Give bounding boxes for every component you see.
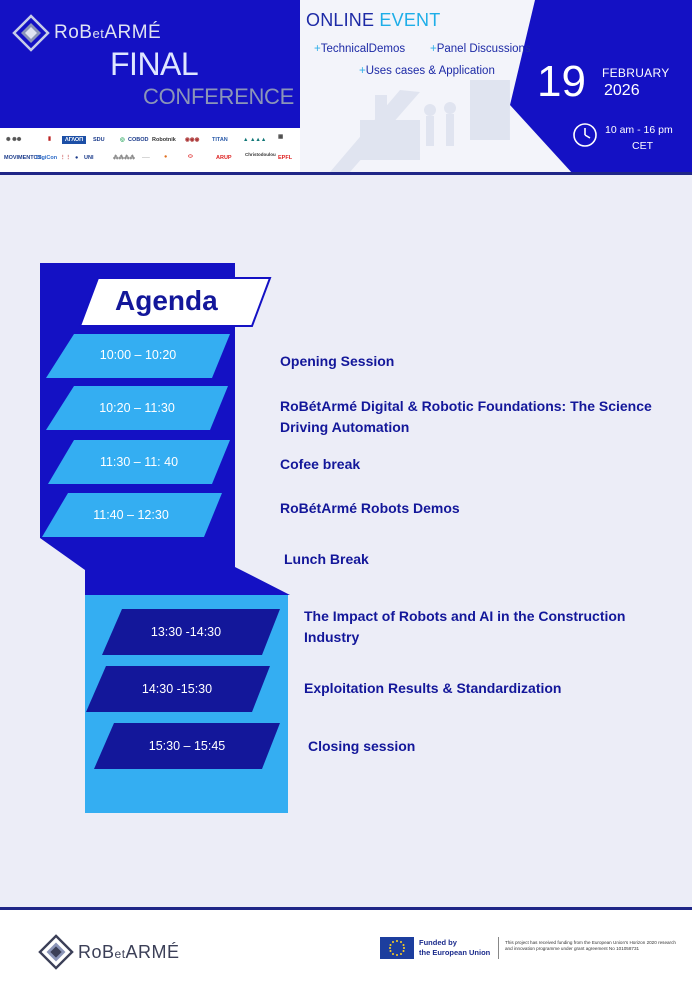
eu-divider <box>498 937 499 959</box>
footer-brand-name: RoBetARMÉ <box>78 942 180 962</box>
agenda-time-7: 14:30 -15:30 <box>141 682 213 696</box>
robetarme-logo-icon <box>12 14 50 52</box>
online-event-title: ONLINE EVENT <box>306 10 441 30</box>
conference-label: CONFERENCE <box>143 84 295 109</box>
agenda-time-8: 15:30 – 15:45 <box>148 739 226 753</box>
event-time-zone: CET <box>632 140 653 152</box>
eu-funding-note: This project has received funding from the European Union's Horizon 2020 research and innovation programme under grant agreement No 101058731 <box>505 940 676 951</box>
feature-panel-discussions: +Panel Discussions <box>430 43 531 55</box>
event-month: FEBRUARY <box>602 66 670 80</box>
agenda-time-6: 13:30 -14:30 <box>150 625 222 639</box>
eu-funded-line2: the European Union <box>419 948 491 957</box>
feature-technical-demos: +TechnicalDemos <box>314 43 406 55</box>
agenda-session-4: RoBétArmé Robots Demos <box>280 500 460 516</box>
agenda-session-1: Opening Session <box>280 353 395 369</box>
event-year: 2026 <box>604 82 640 99</box>
agenda-session-3: Cofee break <box>280 456 361 472</box>
eu-flag-icon <box>380 937 414 959</box>
agenda-time-1: 10:00 – 10:20 <box>99 348 177 362</box>
agenda-session-8: Closing session <box>308 738 416 754</box>
agenda-time-3: 11:30 – 11: 40 <box>99 455 179 469</box>
agenda-time-2: 10:20 – 11:30 <box>99 401 175 415</box>
agenda-graphic <box>0 175 692 908</box>
agenda-session-2: RoBétArmé Digital & Robotic Foundations: The Science Driving Automation <box>280 398 652 435</box>
agenda-panel <box>0 175 692 908</box>
final-label: FINAL <box>110 46 199 82</box>
feature-use-cases: +Uses cases & Application <box>359 65 495 77</box>
agenda-session-7: Exploitation Results & Standardization <box>304 680 562 696</box>
clock-icon <box>572 122 598 148</box>
event-header <box>0 0 692 174</box>
agenda-session-6: The Impact of Robots and AI in the Construction Industry <box>304 608 626 645</box>
partner-logos: ✺ ✺✺ ▮ ΛΓΛΟΠ SDU ◎ COBOD Robotnik ◉◉◉ TITAN ▲ ▲▲▲ ▦ MOVIMENTOS DigiCon ⋮⋮ ● UNI ⁂⁂⁂⁂ ── ● ⬭ ARUP Christodoulou EPFL <box>0 128 300 174</box>
agenda-time-4: 11:40 – 12:30 <box>93 508 169 522</box>
event-time-range: 10 am - 16 pm <box>605 124 673 136</box>
agenda-session-5: Lunch Break <box>284 551 369 567</box>
agenda-title: Agenda <box>115 285 218 316</box>
page-footer <box>0 910 692 1000</box>
eu-funded-line1: Funded by <box>419 938 457 947</box>
event-day: 19 <box>537 57 586 106</box>
robetarme-logo-icon <box>38 934 74 970</box>
brand-name: RoBetARMÉ <box>54 22 162 43</box>
